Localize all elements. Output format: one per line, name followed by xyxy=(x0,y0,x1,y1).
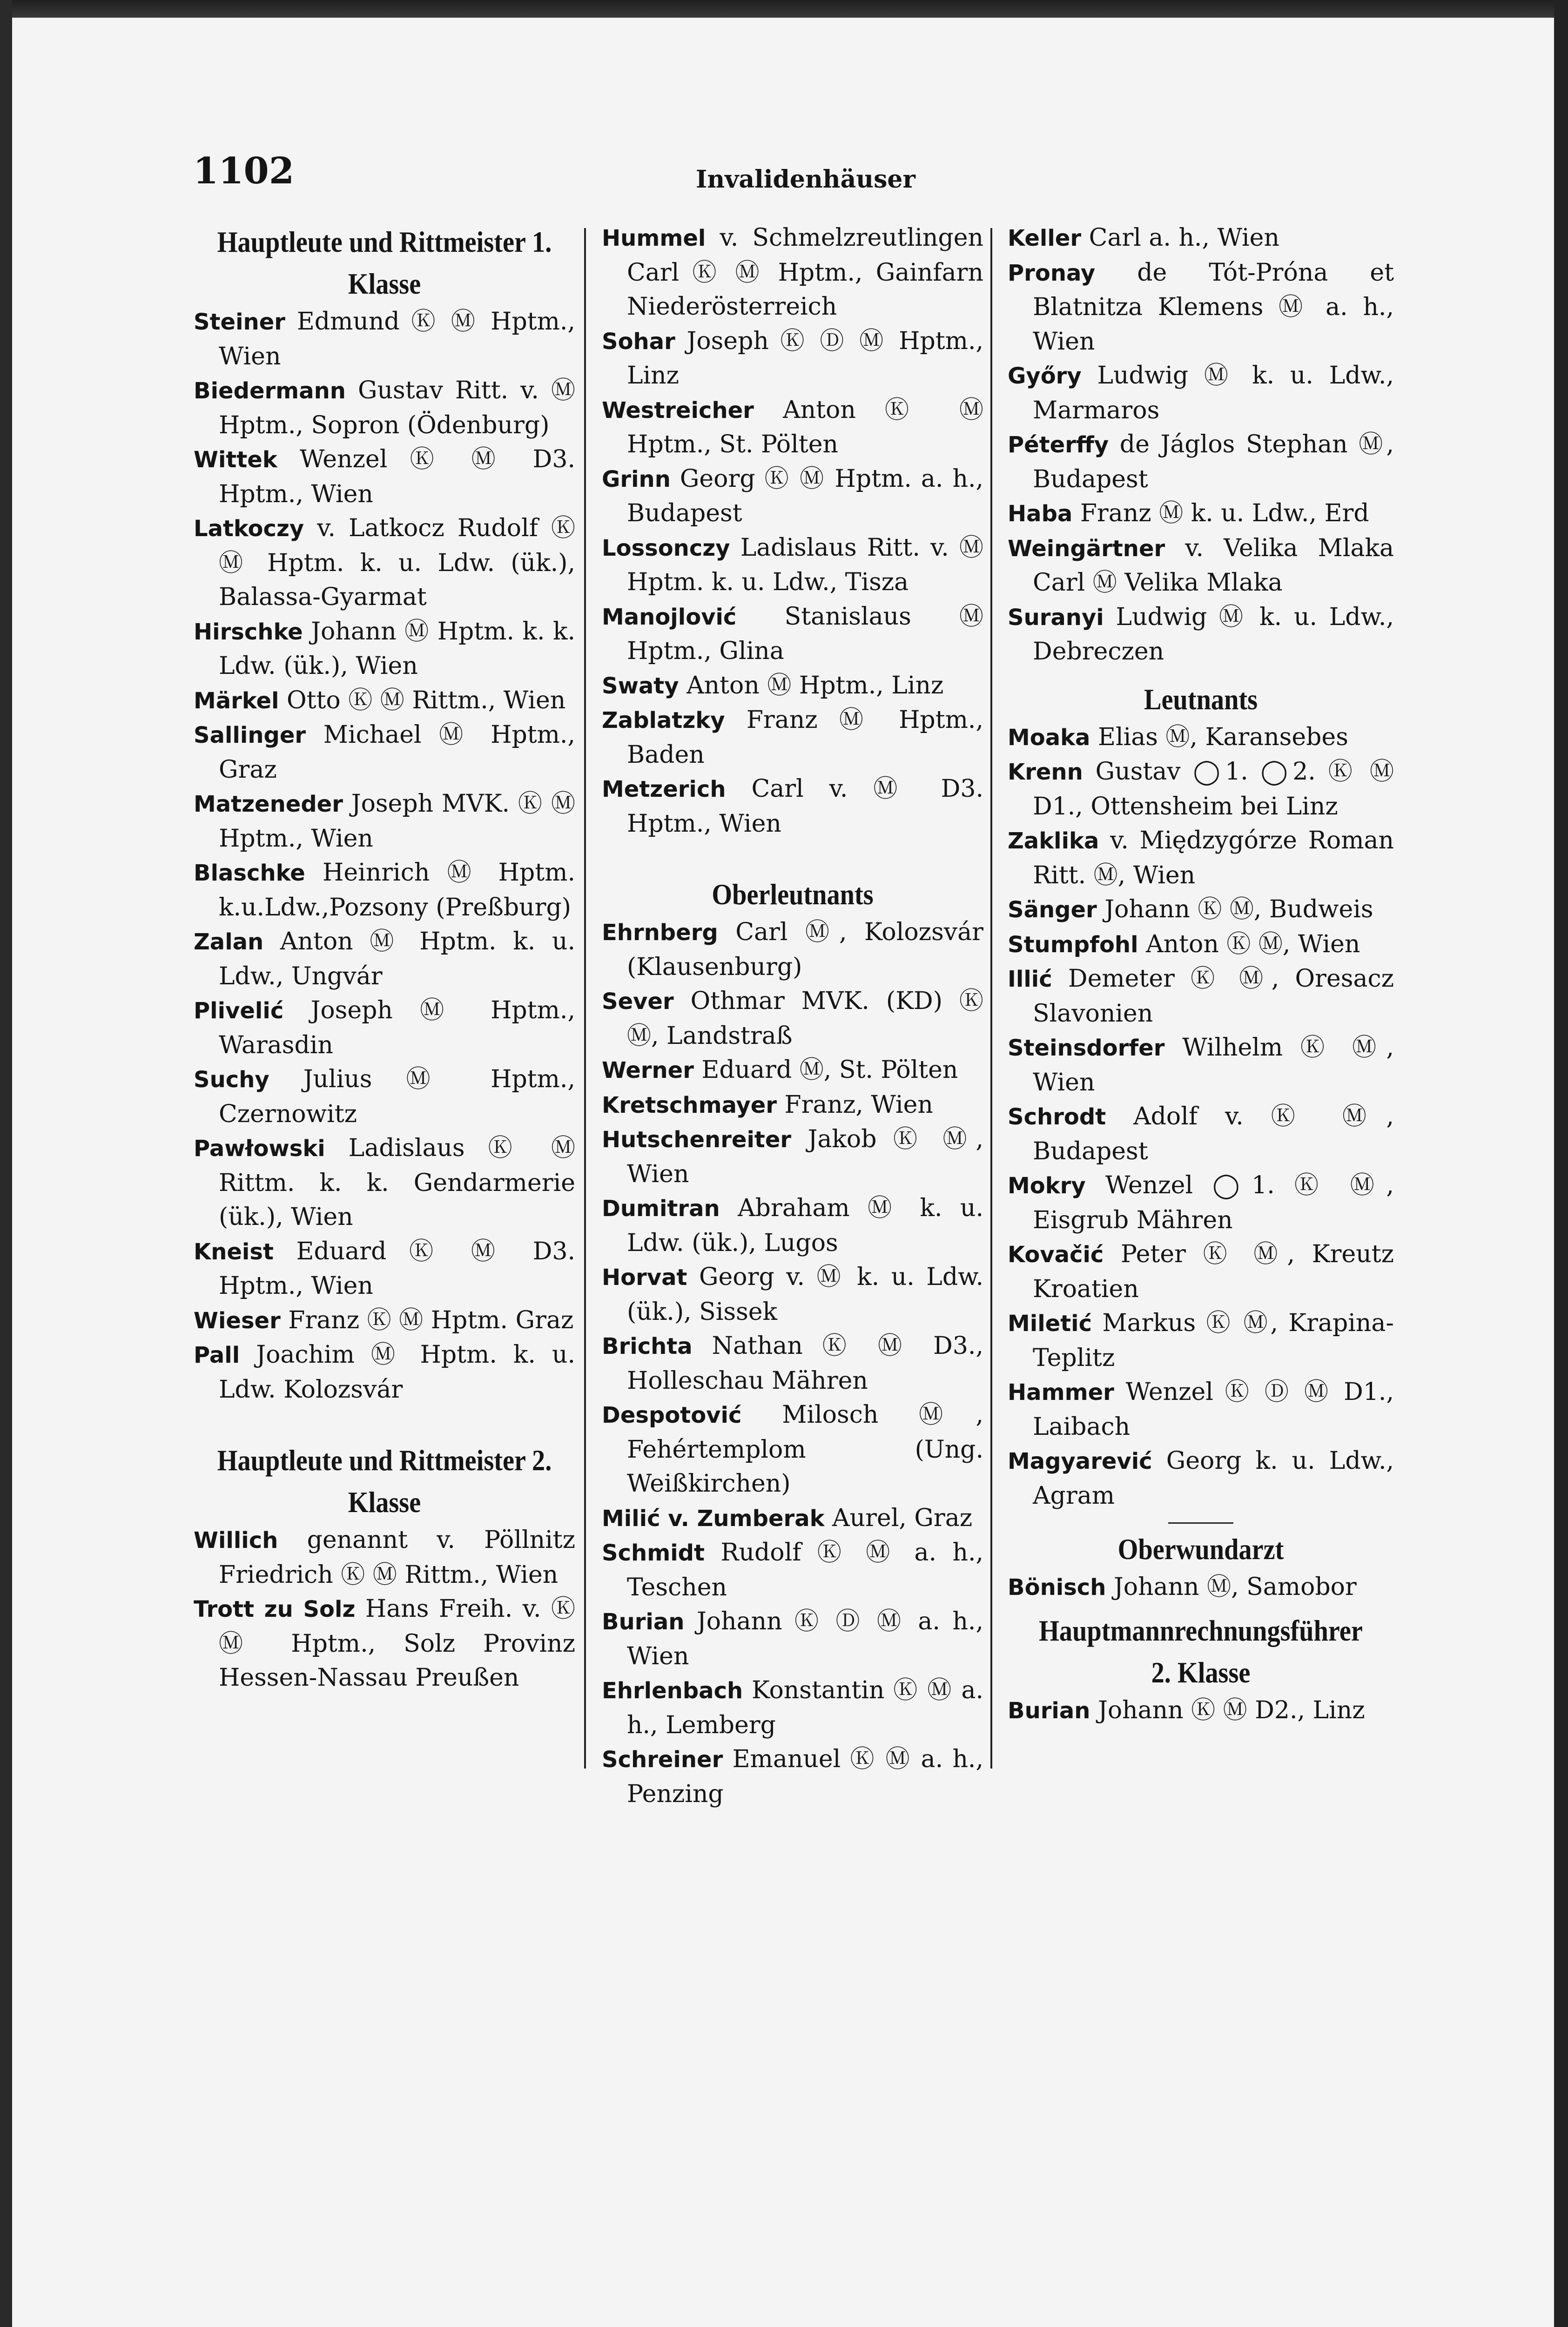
scan-edge-left xyxy=(0,0,12,2327)
entry-name: Sallinger xyxy=(194,722,306,748)
entry-details: Franz Ⓜ Hptm., Baden xyxy=(627,706,983,769)
list-item xyxy=(602,1260,983,1329)
entry-name: Zablatzky xyxy=(602,707,725,733)
entry-name: Miletić xyxy=(1008,1311,1092,1337)
entry-details: Heinrich Ⓜ Hptm. k.u.Ldw.,Pozsony (Preßburg) xyxy=(219,859,575,921)
entry-name: Kovačić xyxy=(1008,1242,1104,1268)
list-item xyxy=(602,600,983,669)
entry-name: Schreiner xyxy=(602,1747,723,1773)
list-item xyxy=(194,1304,575,1338)
entry-details: Rudolf Ⓚ Ⓜ a. h., Teschen xyxy=(627,1539,983,1601)
entry-details: v. Velika Mlaka Carl Ⓜ Velika Mlaka xyxy=(1033,534,1394,597)
entry-name: Schrodt xyxy=(1008,1104,1106,1130)
entry-name: Pall xyxy=(194,1342,240,1368)
entry-details: Otto Ⓚ Ⓜ Rittm., Wien xyxy=(279,686,566,714)
entry-details: Milosch Ⓜ, Fehértemplom (Ung. Weißkirchen) xyxy=(627,1401,983,1498)
entry-name: Kretschmayer xyxy=(602,1092,777,1118)
scan-edge-right xyxy=(1554,0,1568,2327)
entry-list xyxy=(1008,221,1394,669)
entry-name: Zalan xyxy=(194,929,264,955)
entry-details: Abraham Ⓜ k. u. Ldw. (ük.), Lugos xyxy=(627,1194,983,1257)
list-item xyxy=(602,1605,983,1674)
list-item xyxy=(602,1329,983,1398)
entry-details: Wenzel Ⓚ Ⓜ D3. Hptm., Wien xyxy=(219,445,575,508)
entry-list xyxy=(1008,1570,1394,1605)
list-item xyxy=(1008,755,1394,824)
entry-details: Adolf v. Ⓚ Ⓜ, Budapest xyxy=(1033,1103,1394,1165)
entry-name: Lossonczy xyxy=(602,535,730,561)
entry-details: Wilhelm Ⓚ Ⓜ, Wien xyxy=(1033,1034,1394,1096)
list-item xyxy=(194,305,575,374)
list-item xyxy=(602,703,983,772)
entry-name: Dumitran xyxy=(602,1196,720,1222)
entry-details: Joseph MVK. Ⓚ Ⓜ Hptm., Wien xyxy=(219,790,575,853)
entry-details: Eduard Ⓚ Ⓜ D3. Hptm., Wien xyxy=(219,1237,575,1300)
list-item xyxy=(194,684,575,719)
entry-name: Haba xyxy=(1008,501,1073,527)
list-item xyxy=(1008,1570,1394,1605)
entry-details: Gustav ◯1. ◯2. Ⓚ Ⓜ D1., Ottensheim bei Linz xyxy=(1033,758,1394,821)
entry-details: Stanislaus Ⓜ Hptm., Glina xyxy=(627,602,983,665)
entry-details: Anton Ⓚ Ⓜ, Wien xyxy=(1138,930,1360,958)
list-item xyxy=(194,856,575,925)
list-item xyxy=(194,374,575,443)
entry-details: Joseph Ⓚ Ⓓ Ⓜ Hptm., Linz xyxy=(627,327,983,390)
entry-details: Nathan Ⓚ Ⓜ D3., Holleschau Mähren xyxy=(627,1332,983,1395)
entry-details: Emanuel Ⓚ Ⓜ a. h., Penzing xyxy=(627,1745,983,1808)
entry-details: Joachim Ⓜ Hptm. k. u. Ldw. Kolozsvár xyxy=(219,1341,575,1404)
entry-details: v. Międzygórze Roman Ritt. Ⓜ, Wien xyxy=(1033,827,1394,889)
entry-details: Ludwig Ⓜ k. u. Ldw., Marmaros xyxy=(1033,362,1394,424)
list-item xyxy=(194,1063,575,1131)
list-item xyxy=(194,787,575,856)
entry-name: Győry xyxy=(1008,363,1082,389)
list-item xyxy=(602,915,983,984)
list-item xyxy=(1008,1375,1394,1444)
entry-name: Despotović xyxy=(602,1402,742,1428)
entry-name: Werner xyxy=(602,1057,694,1083)
entry-name: Swaty xyxy=(602,673,679,699)
entry-name: Zaklika xyxy=(1008,828,1099,854)
list-item xyxy=(194,511,575,615)
list-item xyxy=(1008,256,1394,359)
entry-name: Horvat xyxy=(602,1264,687,1291)
column-1 xyxy=(194,221,575,1695)
entry-details: Hans Freih. v. Ⓚ Ⓜ Hptm., Solz Provinz Hessen-Nassau Preußen xyxy=(219,1595,575,1692)
list-item xyxy=(602,1088,983,1123)
entry-details: Johann Ⓚ Ⓜ, Budweis xyxy=(1097,895,1373,923)
list-item xyxy=(1008,824,1394,893)
entry-details: Elias Ⓜ, Karansebes xyxy=(1090,723,1348,751)
entry-name: Burian xyxy=(602,1609,685,1635)
entry-details: Franz Ⓜ k. u. Ldw., Erd xyxy=(1072,499,1369,527)
entry-name: Kneist xyxy=(194,1238,274,1265)
entry-details: Eduard Ⓜ, St. Pölten xyxy=(693,1056,958,1084)
entry-name: Bönisch xyxy=(1008,1574,1106,1601)
column-3 xyxy=(1008,221,1394,1728)
entry-list xyxy=(1008,1694,1394,1728)
list-item xyxy=(1008,221,1394,256)
entry-details: Konstantin Ⓚ Ⓜ a. h., Lemberg xyxy=(627,1676,983,1739)
list-item xyxy=(602,462,983,531)
list-item xyxy=(194,1131,575,1235)
list-item xyxy=(1008,1237,1394,1306)
list-item xyxy=(194,718,575,787)
entry-details: Joseph Ⓜ Hptm., Warasdin xyxy=(219,996,575,1059)
list-item xyxy=(194,615,575,684)
list-item xyxy=(194,1592,575,1695)
entry-details: Othmar MVK. (KD) Ⓚ Ⓜ, Landstraß xyxy=(627,987,983,1050)
entry-details: Gustav Ritt. v. Ⓜ Hptm., Sopron (Ödenburg) xyxy=(219,377,575,439)
entry-details: Franz Ⓚ Ⓜ Hptm. Graz xyxy=(280,1306,574,1334)
section-heading: Oberleutnants xyxy=(712,878,874,911)
list-item xyxy=(1008,1694,1394,1728)
entry-details: Jakob Ⓚ Ⓜ, Wien xyxy=(627,1125,983,1188)
entry-list xyxy=(602,915,983,1811)
list-item xyxy=(602,324,983,393)
entry-name: Blaschke xyxy=(194,860,305,886)
list-item xyxy=(602,1398,983,1501)
section-heading: Hauptmannrechnungsführer 2. Klasse xyxy=(1039,1614,1363,1689)
entry-name: Stumpfohl xyxy=(1008,931,1138,958)
entry-details: Ludwig Ⓜ k. u. Ldw., Debreczen xyxy=(1033,603,1394,666)
list-item xyxy=(1008,1100,1394,1169)
list-item xyxy=(602,1674,983,1742)
entry-name: Suranyi xyxy=(1008,604,1104,631)
entry-name: Manojlović xyxy=(602,604,737,630)
entry-name: Moaka xyxy=(1008,724,1090,751)
entry-details: Georg v. Ⓜ k. u. Ldw. (ük.), Sissek xyxy=(627,1263,983,1326)
list-item xyxy=(602,1536,983,1605)
list-item xyxy=(602,669,983,704)
entry-details: Johann Ⓚ Ⓜ D2., Linz xyxy=(1090,1696,1365,1724)
list-item xyxy=(1008,1169,1394,1237)
entry-name: Pronay xyxy=(1008,260,1096,286)
list-item xyxy=(602,1501,983,1536)
divider-rule xyxy=(1168,1522,1233,1524)
list-item xyxy=(194,994,575,1063)
list-item xyxy=(602,772,983,841)
entry-name: Wieser xyxy=(194,1307,281,1334)
entry-name: Wittek xyxy=(194,447,277,473)
list-item xyxy=(602,984,983,1053)
entry-details: v. Latkocz Rudolf Ⓚ Ⓜ Hptm. k. u. Ldw. (ük.), Balassa-Gyarmat xyxy=(219,514,575,611)
entry-name: Schmidt xyxy=(602,1540,705,1566)
list-item xyxy=(194,925,575,994)
section-heading: Leutnants xyxy=(1144,682,1258,716)
running-head: Invalidenhäuser xyxy=(696,165,915,194)
list-item xyxy=(602,531,983,600)
entry-name: Grinn xyxy=(602,466,671,492)
entry-name: Hummel xyxy=(602,225,706,251)
list-item xyxy=(1008,928,1394,962)
list-item xyxy=(1008,1444,1394,1513)
entry-details: de Jáglos Stephan Ⓜ, Budapest xyxy=(1033,430,1394,493)
entry-list xyxy=(194,305,575,1407)
list-item xyxy=(194,1338,575,1407)
list-item xyxy=(602,221,983,324)
entry-name: Krenn xyxy=(1008,759,1083,785)
entry-name: Mokry xyxy=(1008,1173,1086,1199)
entry-details: Johann Ⓜ Hptm. k. k. Ldw. (ük.), Wien xyxy=(219,617,575,680)
list-item xyxy=(1008,600,1394,669)
page-number: 1102 xyxy=(193,150,295,192)
list-item xyxy=(602,393,983,462)
entry-details: Georg k. u. Ldw., Agram xyxy=(1033,1447,1394,1510)
entry-details: genannt v. Pöllnitz Friedrich Ⓚ Ⓜ Rittm., Wien xyxy=(219,1526,575,1589)
entry-details: Julius Ⓜ Hptm., Czernowitz xyxy=(219,1065,575,1128)
entry-details: Aurel, Graz xyxy=(824,1504,973,1532)
list-item xyxy=(602,1123,983,1191)
entry-details: Markus Ⓚ Ⓜ, Krapina-Teplitz xyxy=(1033,1309,1394,1372)
entry-name: Pawłowski xyxy=(194,1136,325,1162)
entry-name: Magyarević xyxy=(1008,1448,1152,1474)
entry-details: Ladislaus Ritt. v. Ⓜ Hptm. k. u. Ldw., Tisza xyxy=(627,533,983,596)
entry-name: Matzeneder xyxy=(194,791,343,817)
section-heading: Hauptleute und Rittmeister 1. Klasse xyxy=(217,225,552,300)
list-item xyxy=(602,1191,983,1260)
list-item xyxy=(194,1235,575,1304)
entry-name: Trott zu Solz xyxy=(194,1596,356,1622)
list-item xyxy=(1008,1306,1394,1375)
list-item xyxy=(1008,962,1394,1031)
entry-details: Demeter Ⓚ Ⓜ, Oresacz Slavonien xyxy=(1033,965,1394,1028)
entry-details: Johann Ⓜ, Samobor xyxy=(1106,1573,1357,1601)
list-item xyxy=(1008,359,1394,428)
entry-name: Metzerich xyxy=(602,776,726,802)
entry-details: Edmund Ⓚ Ⓜ Hptm., Wien xyxy=(219,308,575,370)
section-heading: Oberwundarzt xyxy=(1117,1533,1284,1566)
entry-details: Carl Ⓜ, Kolozsvár (Klausenburg) xyxy=(627,918,983,981)
entry-list xyxy=(194,1523,575,1695)
list-item xyxy=(194,443,575,511)
entry-details: Georg Ⓚ Ⓜ Hptm. a. h., Budapest xyxy=(627,464,983,527)
entry-details: Franz, Wien xyxy=(777,1090,933,1119)
entry-details: Wenzel Ⓚ Ⓓ Ⓜ D1., Laibach xyxy=(1033,1378,1394,1441)
entry-name: Plivelić xyxy=(194,998,284,1024)
entry-name: Ehrnberg xyxy=(602,920,718,946)
entry-name: Milić v. Zumberak xyxy=(602,1505,825,1532)
entry-details: Peter Ⓚ Ⓜ, Kreutz Kroatien xyxy=(1033,1240,1394,1303)
entry-name: Latkoczy xyxy=(194,516,304,542)
list-item xyxy=(1008,428,1394,497)
entry-name: Sänger xyxy=(1008,897,1097,923)
entry-name: Märkel xyxy=(194,687,279,714)
entry-name: Hammer xyxy=(1008,1379,1114,1406)
column-divider xyxy=(990,228,992,1769)
entry-name: Hirschke xyxy=(194,619,303,645)
list-item xyxy=(602,1742,983,1811)
entry-details: Ladislaus Ⓚ Ⓜ Rittm. k. k. Gendarmerie (ük.), Wien xyxy=(219,1134,575,1231)
entry-name: Westreicher xyxy=(602,397,754,424)
scan-edge-top xyxy=(0,0,1568,18)
entry-name: Steiner xyxy=(194,309,285,335)
column-2 xyxy=(602,221,983,1811)
list-item xyxy=(602,1053,983,1088)
list-item xyxy=(1008,531,1394,600)
list-item xyxy=(194,1523,575,1592)
entry-details: de Tót-Próna et Blatnitza Klemens Ⓜ a. h., Wien xyxy=(1033,258,1394,356)
entry-name: Burian xyxy=(1008,1697,1090,1724)
entry-name: Brichta xyxy=(602,1333,693,1359)
list-item xyxy=(1008,1031,1394,1100)
list-item xyxy=(1008,497,1394,531)
entry-details: Wenzel ◯1. Ⓚ Ⓜ, Eisgrub Mähren xyxy=(1033,1171,1394,1234)
list-item xyxy=(1008,893,1394,928)
entry-name: Willich xyxy=(194,1527,278,1554)
entry-details: Carl v. Ⓜ D3. Hptm., Wien xyxy=(627,775,983,838)
entry-details: Anton Ⓚ Ⓜ Hptm., St. Pölten xyxy=(627,396,983,458)
entry-name: Ehrlenbach xyxy=(602,1678,743,1704)
entry-name: Hutschenreiter xyxy=(602,1127,792,1153)
entry-details: Michael Ⓜ Hptm., Graz xyxy=(219,721,575,784)
entry-details: Carl a. h., Wien xyxy=(1081,224,1279,252)
entry-name: Weingärtner xyxy=(1008,535,1165,562)
entry-details: Anton Ⓜ Hptm. k. u. Ldw., Ungvár xyxy=(219,928,575,990)
list-item xyxy=(1008,720,1394,755)
entry-list xyxy=(602,221,983,841)
entry-details: Anton Ⓜ Hptm., Linz xyxy=(679,671,944,699)
entry-name: Sever xyxy=(602,989,674,1015)
entry-details: v. Schmelzreutlingen Carl Ⓚ Ⓜ Hptm., Gainfarn Niederösterreich xyxy=(627,224,983,321)
entry-name: Sohar xyxy=(602,328,675,355)
entry-details: Johann Ⓚ Ⓓ Ⓜ a. h., Wien xyxy=(627,1607,983,1670)
entry-name: Steinsdorfer xyxy=(1008,1035,1165,1061)
entry-name: Péterffy xyxy=(1008,432,1109,458)
section-heading: Hauptleute und Rittmeister 2. Klasse xyxy=(217,1444,552,1519)
entry-name: Suchy xyxy=(194,1067,269,1093)
entry-name: Biedermann xyxy=(194,378,346,404)
column-divider xyxy=(584,228,586,1769)
entry-name: Keller xyxy=(1008,225,1082,251)
entry-name: Illić xyxy=(1008,966,1052,992)
entry-list xyxy=(1008,720,1394,1513)
